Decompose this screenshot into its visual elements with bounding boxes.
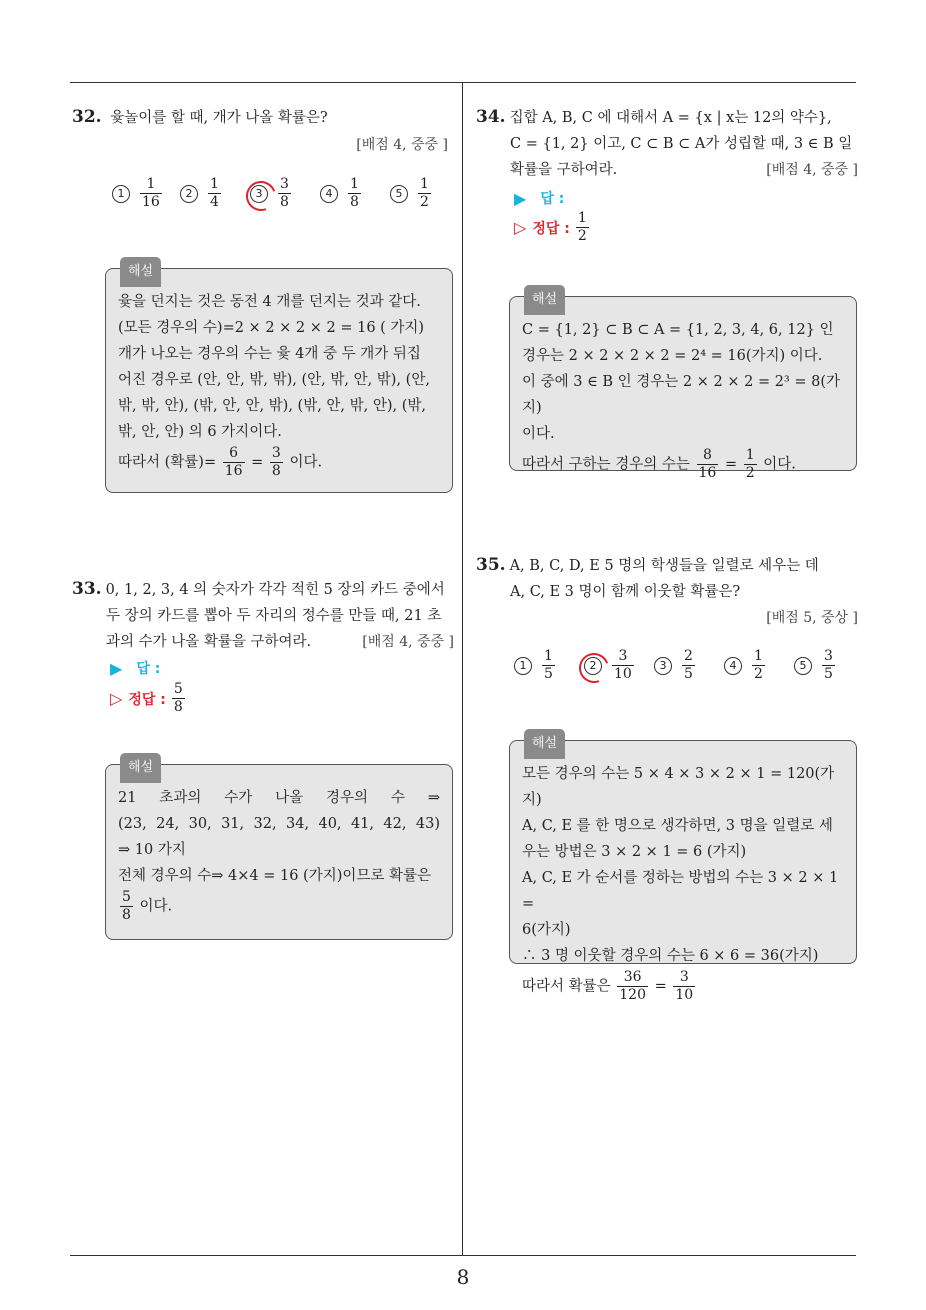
question-number: 32.: [72, 107, 102, 127]
correct-answer-row: [514, 210, 591, 245]
fraction: $\frac{5}{8}$: [122, 889, 131, 923]
answer-play-icon: ▶: [514, 188, 527, 208]
explanation-tag: 해설: [120, 753, 161, 783]
explanation-line: (23, 24, 30, 31, 32, 34, 40, 41, 42, 43): [118, 816, 440, 832]
explanation-line: 밖, 밖, 안), (밖, 안, 안, 밖), (밖, 안, 밖, 안), (밖,: [118, 398, 427, 414]
difficulty-label: [배점 4, 중중 ]: [362, 634, 454, 650]
question-text: 윷놀이를 할 때, 개가 나올 확률은?: [110, 110, 328, 126]
fraction: $\frac{8}{16}$: [698, 447, 717, 481]
choice-marker: 5: [794, 657, 812, 675]
question-text: 확률을 구하여라.: [510, 162, 618, 178]
choice-2[interactable]: [180, 176, 223, 211]
choice-1[interactable]: [514, 648, 557, 683]
choice-1[interactable]: [112, 176, 164, 211]
bottom-rule: [70, 1255, 856, 1256]
explanation-line: 이다.: [522, 426, 555, 442]
answer-row[interactable]: [514, 188, 564, 208]
fraction: $\frac{3}{10}$: [614, 648, 632, 682]
choice-marker: 3: [250, 185, 268, 203]
explanation-line: C = {1, 2} ⊂ B ⊂ A = {1, 2, 3, 4, 6, 12} 인: [522, 322, 834, 338]
difficulty-label: [배점 4, 중중 ]: [766, 162, 858, 178]
explanation-tag: 해설: [120, 257, 161, 287]
top-rule: [70, 82, 856, 83]
correct-answer-row: [110, 681, 187, 716]
page-number: 8: [456, 1265, 470, 1289]
explanation-line: 이 중에 3 ∈ B 인 경우는 2 × 2 × 2 = 2³ = 8(가지): [522, 374, 841, 416]
answer-play-icon: ▶: [110, 658, 123, 678]
fraction: $\frac{3}{8}$: [271, 445, 281, 479]
explanation-box-32: [105, 264, 453, 493]
explanation-tag: 해설: [524, 285, 565, 315]
difficulty-label: [배점 5, 중상 ]: [766, 610, 858, 626]
explanation-line: A, C, E 가 순서를 정하는 방법의 수는 3 × 2 × 1 =: [522, 870, 839, 912]
choice-marker: 4: [724, 657, 742, 675]
explanation-line: ∴ 3 명 이웃할 경우의 수는 6 × 6 = 36(가지): [522, 948, 819, 964]
selected-answer-mark: [241, 176, 281, 216]
question-text: 두 장의 카드를 뽑아 두 자리의 정수를 만들 때, 21 초: [106, 608, 442, 624]
question-text: 집합 A, B, C 에 대해서 A = {x | x는 12의 약수},: [509, 110, 832, 126]
question-text: A, B, C, D, E 5 명의 학생들을 일렬로 세우는 데: [509, 558, 819, 574]
fraction: $\frac{1}{4}$: [210, 176, 219, 210]
explanation-box-33: [105, 760, 453, 940]
fraction: $\frac{1}{16}$: [142, 176, 160, 210]
choice-marker: 2: [584, 657, 602, 675]
explanation-conclusion: 따라서 (확률)= $\frac{6}{16}$ = $\frac{3}{8}$ 이다.: [118, 445, 323, 479]
correct-triangle-icon: ▷: [110, 689, 123, 708]
choice-5[interactable]: [794, 648, 837, 683]
fraction: $\frac{3}{5}$: [824, 648, 833, 682]
answer-row[interactable]: [110, 658, 160, 678]
explanation-line: ⇒ 10 가지: [118, 842, 186, 858]
fraction: $\frac{2}{5}$: [684, 648, 693, 682]
choice-marker: 1: [112, 185, 130, 203]
question-number: 34.: [476, 107, 506, 127]
correct-triangle-icon: ▷: [514, 218, 527, 237]
explanation-line: 윷을 던지는 것은 동전 4 개를 던지는 것과 같다.: [118, 294, 421, 310]
fraction: $\frac{6}{16}$: [224, 445, 243, 479]
fraction: $\frac{1}{2}$: [577, 210, 587, 244]
choice-4[interactable]: [724, 648, 767, 683]
choice-3[interactable]: [654, 648, 697, 683]
answer-label: 답 :: [540, 191, 565, 207]
question-number: 35.: [476, 555, 506, 575]
explanation-tag: 해설: [524, 729, 565, 759]
fraction: $\frac{5}{8}$: [173, 681, 183, 715]
explanation-line: 경우는 2 × 2 × 2 × 2 = 2⁴ = 16(가지) 이다.: [522, 348, 823, 364]
difficulty-label: [배점 4, 중중 ]: [356, 137, 448, 153]
fraction: $\frac{36}{120}$: [619, 969, 646, 1003]
fraction: $\frac{1}{2}$: [745, 447, 755, 481]
question-text: A, C, E 3 명이 함께 이웃할 확률은?: [510, 584, 741, 600]
correct-label: 정답 :: [128, 691, 166, 708]
fraction: $\frac{1}{5}$: [544, 648, 553, 682]
choice-3-selected[interactable]: [250, 176, 293, 211]
explanation-line: (모든 경우의 수)=2 × 2 × 2 × 2 = 16 ( 가지): [118, 320, 425, 336]
explanation-line: 개가 나오는 경우의 수는 윷 4개 중 두 개가 뒤집: [118, 346, 421, 362]
explanation-conclusion: 따라서 확률은 $\frac{36}{120}$ = $\frac{3}{10}$: [522, 969, 694, 1003]
explanation-line: 6(가지): [522, 922, 571, 938]
choices-35: [514, 648, 854, 692]
question-number: 33.: [72, 579, 102, 599]
explanation-line: 우는 방법은 3 × 2 × 1 = 6 (가지): [522, 844, 747, 860]
explanation-box-35: [509, 736, 857, 1003]
selected-answer-mark: [574, 648, 614, 688]
choice-4[interactable]: [320, 176, 363, 211]
question-35: [476, 552, 860, 605]
explanation-line: 모든 경우의 수는 5 × 4 × 3 × 2 × 1 = 120(가지): [522, 766, 835, 808]
correct-label: 정답 :: [532, 220, 570, 237]
explanation-conclusion: $\frac{5}{8}$ 이다.: [122, 889, 173, 923]
choice-marker: 2: [180, 185, 198, 203]
choice-marker: 1: [514, 657, 532, 675]
question-text: 0, 1, 2, 3, 4 의 숫자가 각각 적힌 5 장의 카드 중에서: [105, 582, 445, 598]
explanation-line: 21 초과의 수가 나올 경우의 수 ⇒: [118, 790, 440, 806]
explanation-line: A, C, E 를 한 명으로 생각하면, 3 명을 일렬로 세: [522, 818, 833, 834]
choice-5[interactable]: [390, 176, 433, 211]
question-text: 과의 수가 나올 확률을 구하여라.: [106, 634, 312, 650]
choice-marker: 4: [320, 185, 338, 203]
explanation-line: 전체 경우의 수⇒ 4×4 = 16 (가지)이므로 확률은: [118, 868, 432, 884]
explanation-box-34: [509, 292, 857, 481]
column-divider: [462, 82, 463, 1255]
fraction: $\frac{1}{2}$: [754, 648, 763, 682]
explanation-line: 밖, 안, 안) 의 6 가지이다.: [118, 424, 282, 440]
answer-label: 답 :: [136, 661, 161, 677]
choice-2-selected[interactable]: [584, 648, 636, 683]
explanation-conclusion: 따라서 구하는 경우의 수는 $\frac{8}{16}$ = $\frac{1}{2}$ 이다.: [522, 447, 796, 481]
fraction: $\frac{1}{8}$: [350, 176, 359, 210]
question-32: [72, 104, 452, 131]
question-text: C = {1, 2} 이고, C ⊂ B ⊂ A가 성립할 때, 3 ∈ B 일: [510, 136, 853, 152]
choice-marker: 5: [390, 185, 408, 203]
fraction: $\frac{1}{2}$: [420, 176, 429, 210]
fraction: $\frac{3}{10}$: [675, 969, 694, 1003]
choice-marker: 3: [654, 657, 672, 675]
explanation-line: 어진 경우로 (안, 안, 밖, 밖), (안, 밖, 안, 밖), (안,: [118, 372, 430, 388]
choices-32: [112, 176, 452, 220]
fraction: $\frac{3}{8}$: [280, 176, 289, 210]
